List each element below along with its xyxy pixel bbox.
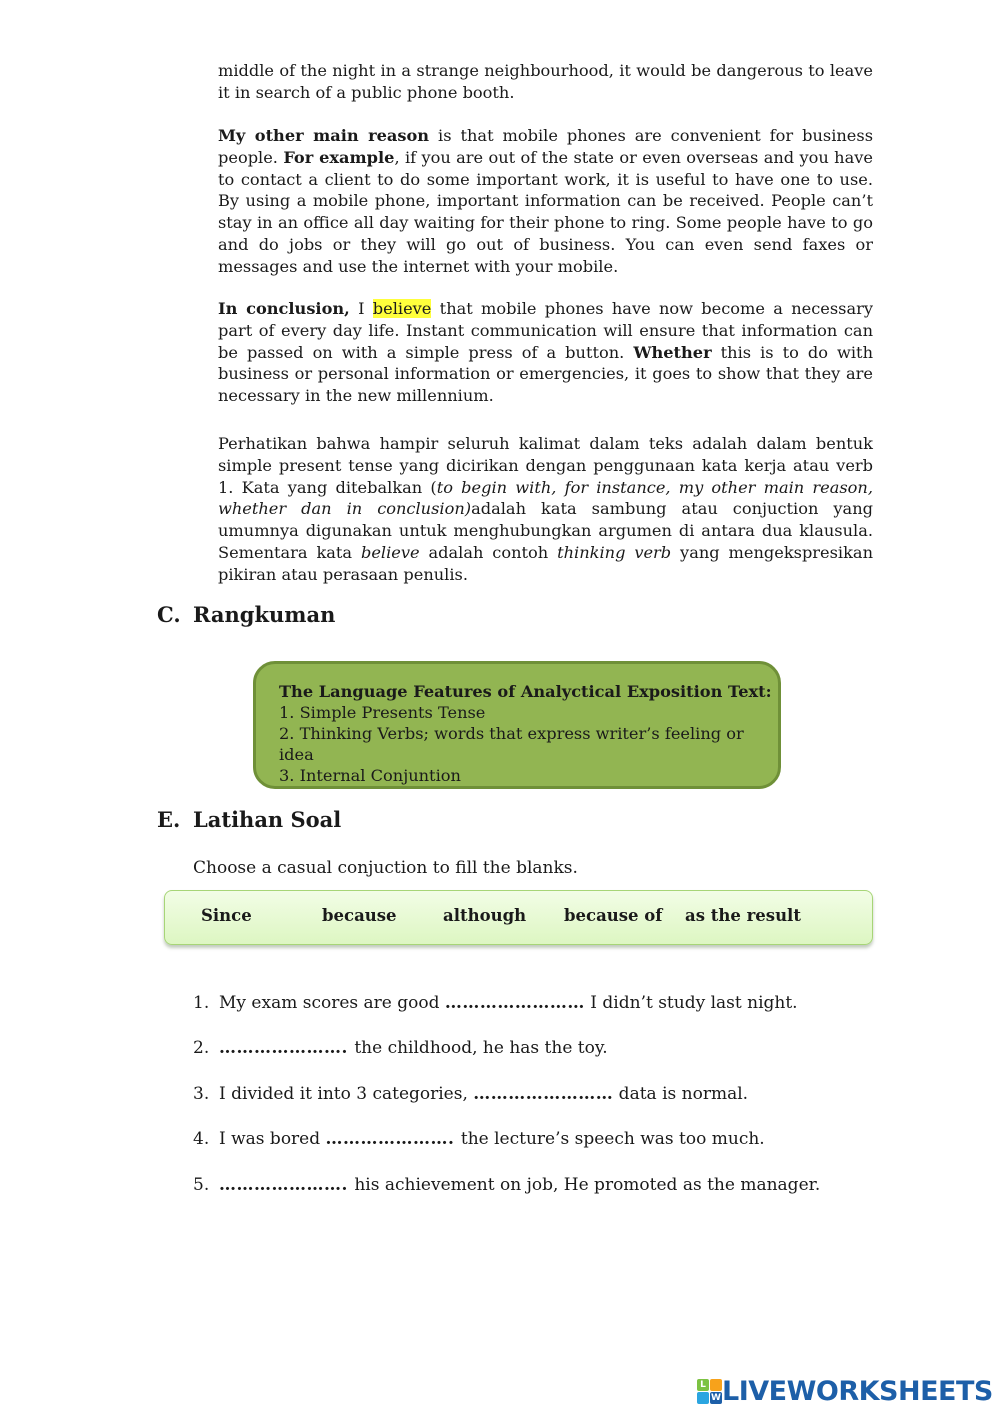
note-text: adalah kata sambung atau conjuction yang umumnya digunakan untuk menghubungkan argumen di antara dua klausula. Sementara kata (218, 499, 873, 562)
answer-blank[interactable]: …………………. (325, 1129, 461, 1149)
section-e-heading (157, 807, 341, 832)
question-text: the childhood, he has the toy. (354, 1038, 608, 1058)
word-bank-item: because (322, 906, 397, 925)
question-4 (193, 1129, 765, 1149)
section-title: Rangkuman (193, 602, 336, 627)
note-text: yang mengekspresikan pikiran atau perasaan penulis. (218, 542, 873, 584)
section-letter: C. (157, 602, 181, 627)
logo-mark-icon (697, 1379, 723, 1405)
summary-title: The Language Features of Analyctical Exposition Text: (279, 682, 772, 701)
question-text: I was bored (219, 1129, 326, 1149)
word-bank (164, 890, 873, 945)
summary-item: 3. Internal Conjuntion (279, 766, 461, 785)
paragraph-text: that mobile phones have now become a necessary part of every day life. Instant communication will ensure that information can be passed on with a simple press of a button. (218, 299, 874, 362)
connector-bold: For example (283, 147, 395, 167)
word-bank-item: because of (564, 906, 663, 925)
note-text: Perhatikan bahwa hampir seluruh kalimat dalam teks adalah dalam bentuk simple present tense yang dicirikan dengan penggunaan kata kerja atau verb 1. Kata yang ditebalkan ( (218, 434, 873, 497)
summary-item: 2. Thinking Verbs; words that express writer’s feeling or idea (279, 724, 744, 764)
reading-paragraph-1 (218, 60, 873, 104)
reading-paragraph-3 (218, 298, 873, 407)
answer-blank[interactable]: …………………… (444, 993, 585, 1013)
question-3 (193, 1084, 748, 1104)
paragraph-text: I (349, 299, 373, 318)
connector-bold: Whether (633, 342, 712, 362)
word-bank-item: as the result (685, 906, 801, 925)
question-text: data is normal. (613, 1084, 749, 1104)
exercise-instruction: Choose a casual conjuction to fill the blanks. (193, 858, 578, 878)
summary-item: 1. Simple Presents Tense (279, 703, 486, 722)
paragraph-text: is that mobile phones are convenient for business people. (218, 126, 873, 167)
answer-blank[interactable]: …………………. (219, 1038, 355, 1058)
note-text: adalah contoh (419, 542, 558, 562)
question-text: My exam scores are good (219, 993, 445, 1013)
explanation-note (218, 433, 873, 586)
paragraph-text: middle of the night in a strange neighbourhood, it would be dangerous to leave it in search of a public phone booth. (218, 61, 873, 102)
word-bank-item: although (443, 906, 527, 925)
logo-square-w: W (711, 1393, 721, 1403)
logo-square-cyan (697, 1392, 709, 1404)
word-bank-item: Since (201, 906, 252, 925)
question-2 (193, 1038, 608, 1058)
question-text: I divided it into 3 categories, (219, 1084, 474, 1104)
paragraph-text: this is to do with business or personal information or emergencies, it goes to show that they are necessary in the new millennium. (218, 342, 873, 406)
question-5 (193, 1175, 820, 1195)
connector-bold: In conclusion, (218, 299, 350, 318)
question-text: his achievement on job, He promoted as the manager. (354, 1175, 821, 1195)
answer-blank[interactable]: …………………. (219, 1175, 355, 1195)
highlighted-word: believe (372, 299, 432, 318)
note-italic: thinking verb (557, 542, 672, 562)
question-number: 2. (193, 1038, 210, 1058)
question-number: 4. (193, 1129, 210, 1149)
summary-box (253, 661, 781, 789)
connector-bold: My other main reason (218, 126, 430, 145)
note-italic: believe (360, 542, 420, 562)
section-letter: E. (157, 807, 181, 832)
question-number: 5. (193, 1175, 210, 1195)
logo-text: LIVEWORKSHEETS (722, 1376, 993, 1407)
section-c-heading (157, 602, 335, 627)
note-italic: to begin with, for instance, my other main reason, whether dan in conclusion) (218, 477, 874, 519)
reading-paragraph-2 (218, 125, 873, 278)
answer-blank[interactable]: …………………… (473, 1084, 614, 1104)
section-title: Latihan Soal (193, 807, 342, 832)
logo-square-orange (710, 1379, 722, 1391)
question-text: I didn’t study last night. (584, 993, 798, 1013)
question-1 (193, 993, 798, 1013)
logo-square-l: L (697, 1379, 709, 1391)
question-number: 3. (193, 1084, 210, 1104)
paragraph-text: , if you are out of the state or even overseas and you have to contact a client to do some important work, it is useful to have one to use. By using a mobile phone, important information can be received. People can’t stay in an office all day waiting for their phone to ring. Some people have to go and do jobs or they will go out of business. You can even send faxes or messages and use the internet with your mobile. (218, 147, 873, 276)
question-text: the lecture’s speech was too much. (460, 1129, 765, 1149)
question-number: 1. (193, 993, 210, 1013)
